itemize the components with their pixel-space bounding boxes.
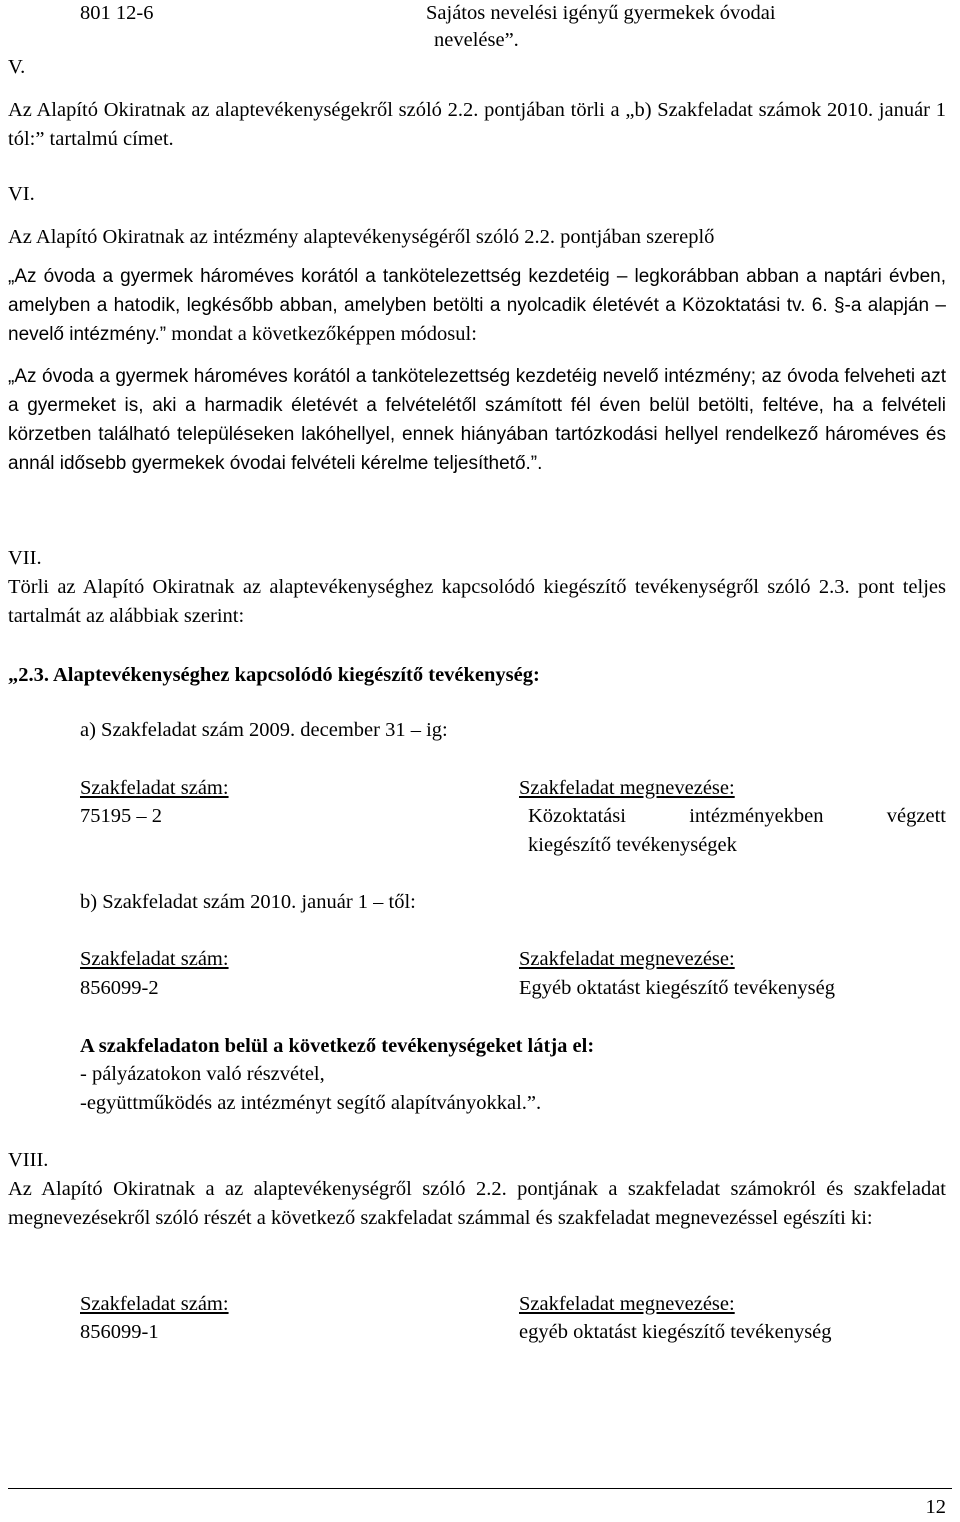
task-item-1: - pályázatokon való részvétel,	[80, 1063, 325, 1085]
section-vii-bold-title: „2.3. Alaptevékenységhez kapcsolódó kiegészítő tevékenység:	[8, 664, 540, 686]
subsection-a-label: a) Szakfeladat szám 2009. december 31 – ig:	[80, 719, 448, 741]
a-code: 75195 – 2	[80, 805, 162, 827]
page-number: 12	[925, 1496, 946, 1518]
old-sentence: „Az óvoda a gyermek hároméves korától a tankötelezettség kezdetéig – legkorábban abban a naptári évben, amelyben a hatodik, legkésőbb abban, amelyben betölti a nyolcadik életévét a Közoktatási tv. 6. §-a alapján – nevelő intézmény.”	[8, 266, 946, 345]
column-header-code-viii: Szakfeladat szám:	[80, 1293, 229, 1315]
b-code: 856099-2	[80, 977, 159, 999]
top-title-line1: Sajátos nevelési igényű gyermekek óvodai	[426, 2, 776, 24]
document-code: 801 12-6	[80, 2, 154, 24]
top-title-line2: nevelése”.	[434, 29, 519, 51]
section-vi-quoted-sentence	[8, 262, 946, 349]
section-vi-new-text: „Az óvoda a gyermek hároméves korától a tankötelezettség kezdetéig nevelő intézmény; az óvoda felveheti azt a gyermeket is, aki a harmadik életévét a felvételétől számított fél éven belül betölti, feltéve, ha a felvételi körzetben található településeken lakóhellyel, ennek hiányában tartózkodási hellyel rendelkező hároméves és annál idősebb gyermekek óvodai felvételi kérelme teljesíthető.”.	[8, 366, 946, 474]
viii-name: egyéb oktatást kiegészítő tevékenység	[519, 1321, 832, 1343]
column-header-code: Szakfeladat szám:	[80, 777, 229, 799]
section-vi-intro: Az Alapító Okiratnak az intézmény alaptevékenységéről szóló 2.2. pontjában szereplő	[8, 226, 715, 248]
column-header-name-b: Szakfeladat megnevezése:	[519, 948, 735, 970]
section-vii-heading: VII.	[8, 547, 42, 569]
section-v-text: Az Alapító Okiratnak az alaptevékenységekről szóló 2.2. pontjában törli a „b) Szakfeladat számok 2010. január 1 tól:” tartalmú címet.	[8, 99, 946, 150]
a-name-line2: kiegészítő tevékenységek	[528, 834, 737, 856]
section-vi-heading: VI.	[8, 183, 35, 205]
subsection-b-label: b) Szakfeladat szám 2010. január 1 – től:	[80, 891, 416, 913]
task-item-2: -együttműködés az intézményt segítő alapítványokkal.”.	[80, 1092, 542, 1114]
modification-note: mondat a következőképpen módosul:	[166, 323, 477, 345]
viii-code: 856099-1	[80, 1321, 159, 1343]
section-viii-text: Az Alapító Okiratnak a az alaptevékenységről szóló 2.2. pontjának a szakfeladat számokról és szakfeladat megnevezésekről szóló részét a következő szakfeladat számmal és szakfeladat megnevezéssel egészíti ki:	[8, 1178, 946, 1229]
column-header-name: Szakfeladat megnevezése:	[519, 777, 735, 799]
column-header-code-b: Szakfeladat szám:	[80, 948, 229, 970]
section-v-heading: V.	[8, 56, 26, 78]
column-header-name-viii: Szakfeladat megnevezése:	[519, 1293, 735, 1315]
b-name: Egyéb oktatást kiegészítő tevékenység	[519, 977, 835, 999]
a-name-line1: Közoktatási intézményekben végzett	[528, 805, 946, 827]
section-viii-heading: VIII.	[8, 1149, 49, 1171]
footer-divider	[8, 1488, 952, 1489]
section-vii-text: Törli az Alapító Okiratnak az alaptevékenységhez kapcsolódó kiegészítő tevékenységről szóló 2.3. pont teljes tartalmát az alábbiak szerint:	[8, 576, 946, 627]
tasks-title: A szakfeladaton belül a következő tevékenységeket látja el:	[80, 1035, 595, 1057]
